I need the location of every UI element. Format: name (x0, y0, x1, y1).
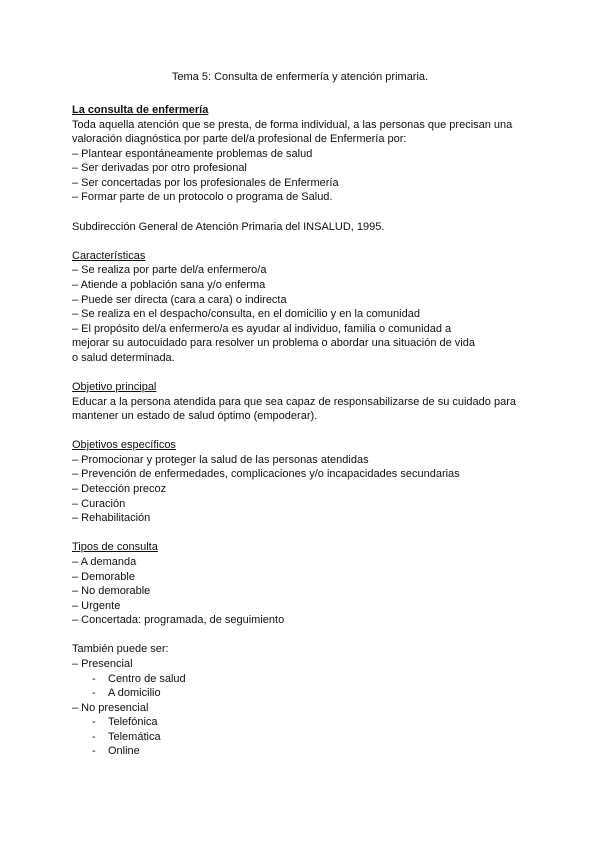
source-citation: Subdirección General de Atención Primaria del INSALUD, 1995. (72, 220, 385, 233)
list-item: – A demanda (72, 555, 137, 568)
document-body (72, 103, 542, 759)
list-item: – Demorable (72, 570, 135, 583)
section-heading: Tipos de consulta (72, 541, 158, 554)
text-line: o salud determinada. (72, 351, 175, 364)
text-line: mantener un estado de salud óptimo (empoderar). (72, 410, 318, 423)
list-item: – Prevención de enfermedades, complicaciones y/o incapacidades secundarias (72, 468, 460, 481)
section-heading: Características (72, 249, 146, 262)
section-heading: La consulta de enfermería (72, 104, 209, 116)
document-title: Tema 5: Consulta de enfermería y atención primaria. (171, 71, 429, 83)
sub-list-item: - Telemática (92, 730, 161, 743)
section-heading: Objetivos específicos (72, 439, 176, 452)
list-item: – Concertada: programada, de seguimiento (72, 614, 285, 627)
sub-list-item: - Online (92, 745, 140, 758)
list-item: – Rehabilitación (72, 512, 151, 525)
list-item: – Ser derivadas por otro profesional (72, 162, 247, 175)
list-item: – Atiende a población sana y/o enferma (72, 278, 266, 291)
list-item: – Formar parte de un protocolo o programa de Salud. (72, 191, 333, 204)
sub-list-item: - Centro de salud (92, 672, 186, 685)
list-item: – El propósito del/a enfermero/a es ayudar al individuo, familia o comunidad a (72, 322, 452, 335)
section-heading: Objetivo principal (72, 380, 157, 393)
sub-list-item: - Telefónica (92, 716, 158, 729)
list-item: – Plantear espontáneamente problemas de salud (72, 147, 313, 160)
list-item: – Ser concertadas por los profesionales de Enfermería (72, 176, 339, 189)
list-item: – No presencial (72, 701, 149, 714)
list-item: – Se realiza en el despacho/consulta, en el domicilio y en la comunidad (72, 308, 420, 321)
list-item: – Detección precoz (72, 483, 167, 496)
list-item: – Promocionar y proteger la salud de las personas atendidas (72, 453, 369, 466)
list-item: – Curación (72, 497, 126, 510)
text-line: Educar a la persona atendida para que sea capaz de responsabilizarse de su cuidado para (72, 395, 516, 408)
list-item: – Presencial (72, 657, 133, 670)
list-item: – Urgente (72, 599, 121, 612)
text-line: También puede ser: (72, 643, 169, 656)
list-item: – No demorable (72, 585, 151, 598)
text-line: Toda aquella atención que se presta, de forma individual, a las personas que precisan una (72, 118, 513, 131)
list-item: – Se realiza por parte del/a enfermero/a (72, 264, 267, 277)
text-line: valoración diagnóstica por parte del/a profesional de Enfermería por: (72, 133, 407, 146)
text-line: mejorar su autocuidado para resolver un problema o abordar una situación de vida (72, 337, 475, 350)
sub-list-item: - A domicilio (92, 687, 161, 700)
list-item: – Puede ser directa (cara a cara) o indirecta (72, 293, 287, 306)
